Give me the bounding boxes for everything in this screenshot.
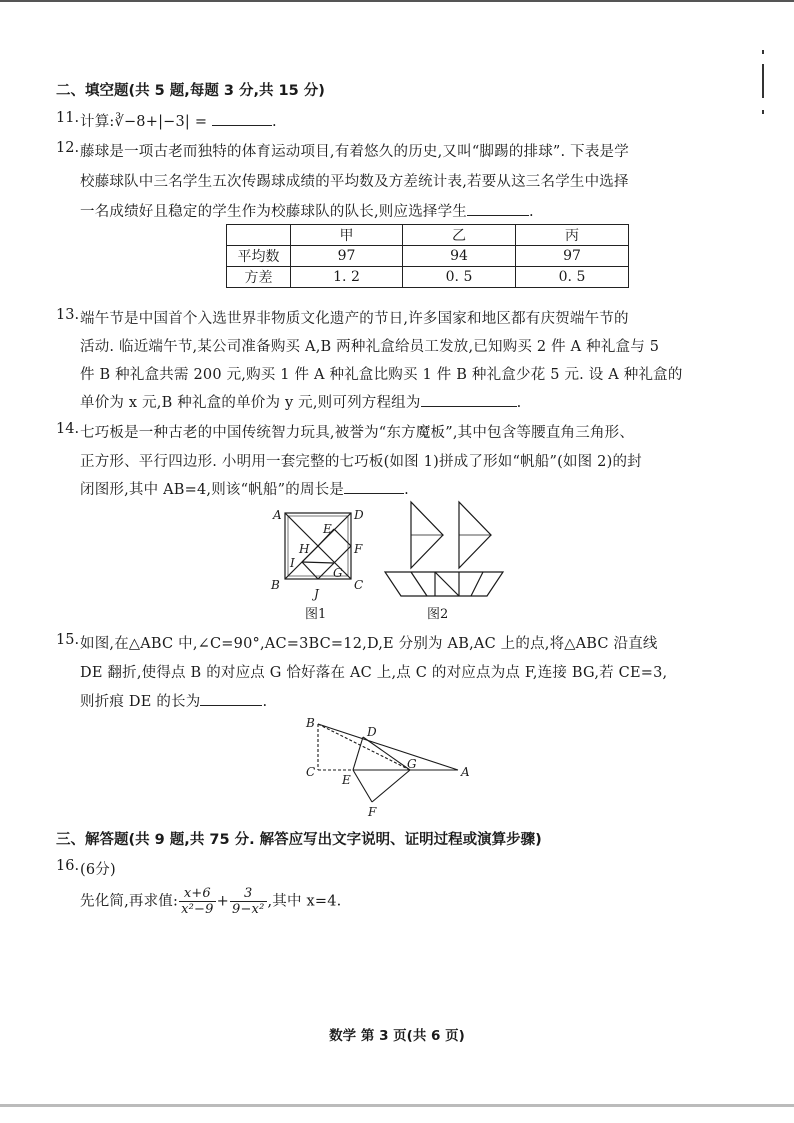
question-number: 16. bbox=[56, 858, 80, 874]
label-B: B bbox=[306, 716, 315, 730]
fraction-2-denominator: 9−x² bbox=[231, 902, 265, 917]
fraction-1-denominator: x²−9 bbox=[181, 902, 214, 917]
q14-line-2: 正方形、平行四边形. 小明用一套完整的七巧板(如图 1)拼成了形如“帆船”(如图 2)的封 bbox=[80, 454, 642, 470]
answer-blank[interactable] bbox=[344, 479, 404, 494]
q13-period: . bbox=[516, 395, 522, 411]
triangle-fold-figure bbox=[298, 710, 478, 822]
q13-line-4 bbox=[80, 391, 521, 412]
stats-table bbox=[226, 224, 629, 288]
q12-line-1: 藤球是一项古老而独特的体育运动项目,有着悠久的历史,又叫“脚踢的排球”. 下表是学 bbox=[80, 144, 629, 160]
page-footer: 数学 第 3 页(共 6 页) bbox=[329, 1028, 465, 1044]
q13-line-1: 端午节是中国首个入选世界非物质文化遗产的节日,许多国家和地区都有庆贺端午节的 bbox=[80, 311, 629, 327]
q11-prefix: 计算: bbox=[80, 114, 115, 130]
q13-line-2: 活动. 临近端午节,某公司准备购买 A,B 两种礼盒给员工发放,已知购买 2 件 A 种礼盒与 5 bbox=[80, 339, 660, 355]
label-B: B bbox=[271, 578, 280, 592]
q12-line-2: 校藤球队中三名学生五次传踢球成绩的平均数及方差统计表,若要从这三名学生中选择 bbox=[80, 174, 629, 190]
q15-line-2: DE 翻折,使得点 B 的对应点 G 恰好落在 AC 上,点 C 的对应点为点 F,连接 BG,若 CE=3, bbox=[80, 665, 668, 681]
top-border bbox=[0, 0, 794, 2]
label-C: C bbox=[354, 578, 364, 592]
q16-points: (6分) bbox=[80, 862, 116, 878]
label-D: D bbox=[354, 508, 364, 522]
q11-expression: ∛−8+|−3| = bbox=[114, 114, 208, 130]
label-G: G bbox=[407, 757, 417, 771]
table-cell: 1. 2 bbox=[291, 267, 403, 288]
table-header-row bbox=[227, 225, 629, 246]
fraction-2-numerator: 3 bbox=[230, 886, 267, 902]
label-I: I bbox=[290, 556, 295, 570]
section-title-fill-in: 二、填空题(共 5 题,每题 3 分,共 15 分) bbox=[56, 83, 325, 99]
tangram-figure-2-sailboat bbox=[375, 498, 515, 602]
table-cell: 0. 5 bbox=[516, 267, 629, 288]
table-cell: 方差 bbox=[227, 267, 291, 288]
label-C: C bbox=[306, 765, 316, 779]
label-E: E bbox=[342, 773, 351, 787]
label-E: E bbox=[323, 522, 332, 536]
q12-line-3-text: 一名成绩好且稳定的学生作为校藤球队的队长,则应选择学生 bbox=[80, 204, 468, 220]
label-D: D bbox=[367, 725, 377, 739]
q13-line-3: 件 B 种礼盒共需 200 元,购买 1 件 A 种礼盒比购买 1 件 B 种礼盒少花 5 元. 设 A 种礼盒的 bbox=[80, 367, 683, 383]
q16-prefix: 先化简,再求值: bbox=[80, 893, 179, 910]
label-F: F bbox=[368, 805, 377, 819]
q15-line-1: 如图,在△ABC 中,∠C=90°,AC=3BC=12,D,E 分别为 AB,AC 上的点,将△ABC 沿直线 bbox=[80, 636, 658, 652]
question-number: 13. bbox=[56, 307, 80, 323]
q14-period: . bbox=[404, 482, 409, 498]
question-number: 15. bbox=[56, 632, 80, 648]
table-row bbox=[227, 267, 629, 288]
q16-expression bbox=[80, 886, 341, 917]
answer-blank[interactable] bbox=[200, 691, 262, 706]
q11-period: . bbox=[271, 114, 277, 130]
label-A: A bbox=[273, 508, 282, 522]
label-F: F bbox=[354, 542, 363, 556]
question-number: 14. bbox=[56, 421, 80, 437]
table-cell: 0. 5 bbox=[403, 267, 516, 288]
plus-sign: + bbox=[216, 893, 229, 910]
q14-line-3-text: 闭图形,其中 AB=4,则该“帆船”的周长是 bbox=[80, 482, 345, 498]
answer-blank[interactable] bbox=[467, 201, 529, 216]
bottom-border bbox=[0, 1104, 794, 1107]
table-header: 乙 bbox=[403, 225, 516, 246]
table-header: 丙 bbox=[516, 225, 629, 246]
binding-marks bbox=[760, 50, 766, 120]
q14-line-1: 七巧板是一种古老的中国传统智力玩具,被誉为“东方魔板”,其中包含等腰直角三角形、 bbox=[80, 425, 635, 441]
fraction-2 bbox=[230, 886, 267, 917]
answer-blank[interactable] bbox=[212, 111, 272, 126]
table-cell bbox=[227, 225, 291, 246]
q13-line-4-text: 单价为 x 元,B 种礼盒的单价为 y 元,则可列方程组为 bbox=[80, 395, 421, 411]
question-number: 11. bbox=[56, 110, 80, 126]
table-cell: 平均数 bbox=[227, 246, 291, 267]
q12-period: . bbox=[529, 204, 534, 220]
fraction-1 bbox=[179, 886, 216, 917]
question-number: 12. bbox=[56, 140, 80, 156]
q12-line-3 bbox=[80, 200, 534, 221]
q16-suffix: ,其中 x=4. bbox=[267, 893, 342, 910]
fraction-1-numerator: x+6 bbox=[179, 886, 216, 902]
label-J: J bbox=[314, 587, 319, 601]
q15-line-3-text: 则折痕 DE 的长为 bbox=[80, 694, 201, 710]
label-G: G bbox=[333, 566, 343, 580]
table-row bbox=[227, 246, 629, 267]
table-cell: 97 bbox=[291, 246, 403, 267]
section-title-solve: 三、解答题(共 9 题,共 75 分. 解答应写出文字说明、证明过程或演算步骤) bbox=[56, 832, 542, 848]
q14-line-3 bbox=[80, 478, 409, 499]
figure-1-caption: 图1 bbox=[305, 607, 327, 622]
label-A: A bbox=[461, 765, 470, 779]
label-H: H bbox=[299, 542, 310, 556]
question-11 bbox=[80, 110, 277, 131]
figure-2-caption: 图2 bbox=[427, 607, 449, 622]
q15-period: . bbox=[262, 694, 268, 710]
table-cell: 97 bbox=[516, 246, 629, 267]
tangram-figure-1 bbox=[265, 505, 375, 605]
answer-blank[interactable] bbox=[421, 392, 517, 407]
q15-line-3 bbox=[80, 690, 267, 711]
table-header: 甲 bbox=[291, 225, 403, 246]
table-cell: 94 bbox=[403, 246, 516, 267]
